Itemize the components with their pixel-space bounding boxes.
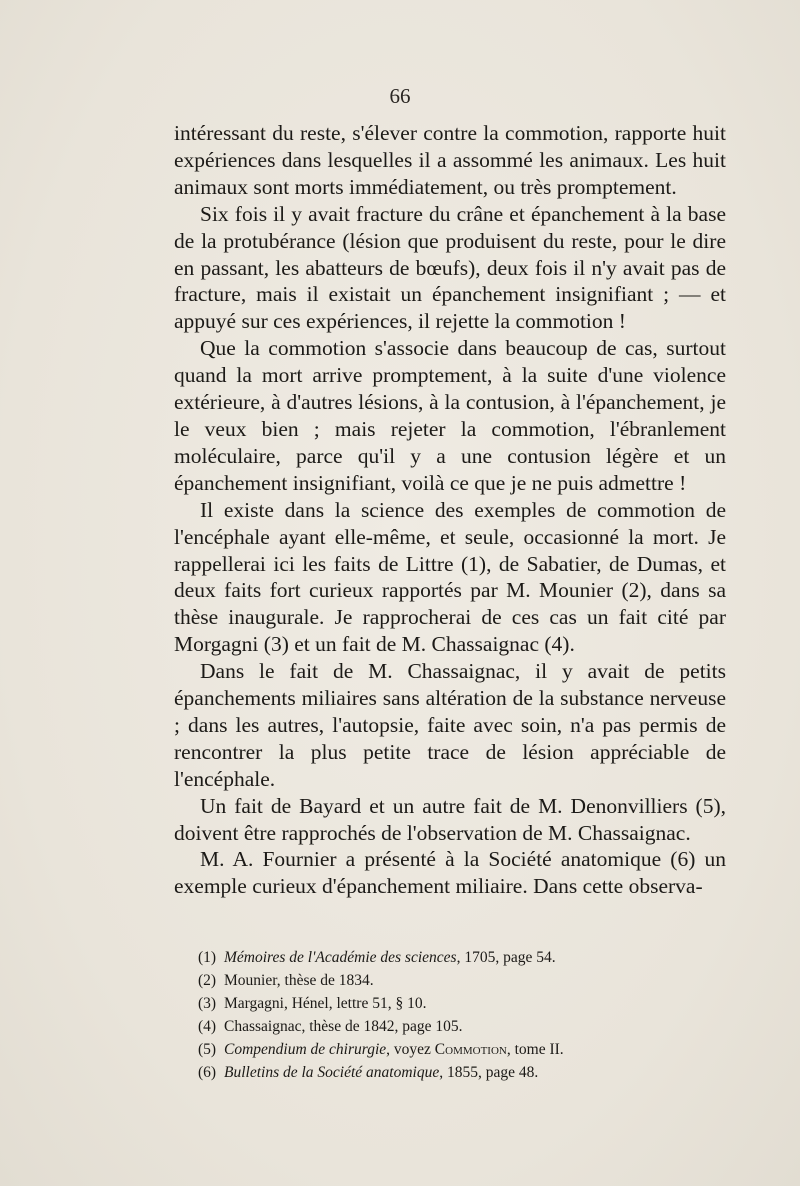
paragraph-7: M. A. Fournier a présenté à la Société anatomique (6) un exemple curieux d'épanchement miliaire. Dans cette observa-: [174, 847, 726, 899]
page-number: 66: [389, 84, 411, 108]
paragraph-5: Dans le fait de M. Chassaignac, il y avait de petits épanchements miliaires sans altération de la substance nerveuse ; dans les autres, l'autopsie, faite avec soin, n'a pas permis de rencontrer la plus petite trace de lésion appréciable de l'encéphale.: [174, 659, 726, 791]
footnote-2: [198, 969, 718, 992]
footnote-number: (4): [198, 1018, 217, 1035]
footnote-number: (5): [198, 1041, 217, 1058]
footnote-text: Bulletins de la Société anatomique: [224, 1064, 440, 1081]
footnote-number: (1): [198, 949, 217, 966]
footnote-text: , tome II.: [506, 1041, 564, 1058]
footnote-1: [198, 946, 718, 969]
footnote-text: Mounier, thèse de 1834.: [224, 972, 374, 989]
footnote-text: Commotion: [434, 1041, 507, 1058]
paragraph-6: Un fait de Bayard et un autre fait de M. Denonvilliers (5), doivent être rapprochés de l'observation de M. Chassaignac.: [174, 793, 726, 845]
footnote-text: , voyez: [386, 1041, 435, 1058]
footnote-text: Chassaignac, thèse de 1842, page 105.: [224, 1018, 463, 1035]
footnote-4: [198, 1015, 718, 1038]
paragraph-2: Six fois il y avait fracture du crâne et épanchement à la base de la protubérance (lésion que produisent du reste, pour le dire en passant, les abatteurs de bœufs), deux fois il n'y avait pas de fracture, mais il existait un épanchement insignifiant ; — et appuyé sur ces expériences, il rejette la commotion !: [174, 201, 726, 334]
footnote-text: , 1855, page 48.: [439, 1064, 539, 1081]
footnote-number: (6): [198, 1064, 217, 1081]
footnote-5: [198, 1038, 718, 1061]
footnote-3: [198, 992, 718, 1015]
footnote-text: , 1705, page 54.: [456, 949, 556, 966]
paragraph-3: Que la commotion s'associe dans beaucoup de cas, surtout quand la mort arrive promptement, à la suite d'une violence extérieure, à d'autres lésions, à la contusion, à l'épanchement, je le veux bien ; mais rejeter la commotion, l'ébranlement moléculaire, parce qu'il y a une contusion légère et un épanchement insignifiant, voilà ce que je ne puis admettre !: [174, 336, 726, 495]
footnote-number: (3): [198, 995, 217, 1012]
footnotes: [198, 946, 718, 1084]
footnote-6: [198, 1061, 718, 1084]
paragraph-1: intéressant du reste, s'élever contre la commotion, rapporte huit expériences dans lesquelles il a assommé les animaux. Les huit animaux sont morts immédiatement, ou très promptement.: [174, 121, 726, 199]
footnote-text: Mémoires de l'Académie des sciences: [224, 949, 457, 966]
footnote-text: Margagni, Hénel, lettre 51, § 10.: [224, 995, 427, 1012]
footnote-text: Compendium de chirurgie: [224, 1041, 387, 1058]
paragraph-4: Il existe dans la science des exemples de commotion de l'encéphale ayant elle-même, et seule, occasionné la mort. Je rappellerai ici les faits de Littre (1), de Sabatier, de Dumas, et deux faits fort curieux rapportés par M. Mounier (2), dans sa thèse inaugurale. Je rapprocherai de ces cas un fait cité par Morgagni (3) et un fait de M. Chassaignac (4).: [174, 497, 726, 657]
footnote-number: (2): [198, 972, 217, 989]
body-text: [174, 120, 726, 900]
